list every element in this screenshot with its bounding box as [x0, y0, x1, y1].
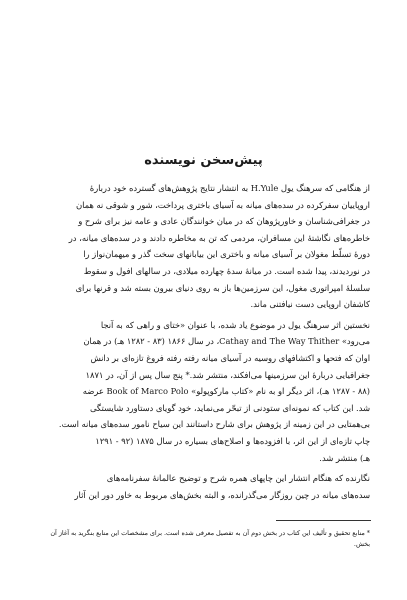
page-heading: پیش‌سخن نویسنده [144, 153, 263, 168]
text-line: دورهٔ تسلّط مغولان بر آسیای میانه و باختری این بیابانهای سخت گذر و میهمان‌نواز را [83, 249, 370, 260]
text-line: (۸۸ - ۱۲۸۷ هـ)، اثر دیگر او به نام «کتاب مارکوپولو» Book of Marco Polo عرضه [82, 386, 370, 397]
footnote: * منابع تحقیق و تألیف این کتاب در بخش دوم آن به تفصیل معرفی شده است. برای مشخصات این منابع بنگرید به آغاز آن بخش. [50, 529, 370, 548]
text-line: بی‌همتایی در این زمینه از پژوهش برای شارح داستانند این سیاح نامور سده‌های میانه است. [58, 419, 370, 430]
text-line: اوان که فتحها و اکتشافهای روسیه در آسیای میانه رفته رفته فروغ تازه‌ای بر دانش [90, 352, 370, 363]
text-line: خاطره‌های نگاشتهٔ این مسافران، مردمی که تن به مخاطره دادند و در سده‌های میانه، در [68, 232, 370, 243]
text-line: می‌رود» Cathay and The Way Thither، در سال ۱۸۶۶ (۸۳ - ۱۲۸۲ هـ) در همان [83, 336, 370, 347]
text-line: کاشفان اروپایی دست نیافتنی ماند. [250, 299, 370, 310]
paragraph-2 [36, 317, 370, 466]
text-line: نگارنده که هنگام انتشار این چاپهای همره شرح و توضیح عالمانهٔ سفرنامه‌های [106, 473, 370, 484]
text-line: شد. این کتاب که نمونه‌ای ستودنی از تبحّر می‌نماید، خود گویای دستاورد شایستگی [90, 402, 370, 413]
text-line: از هنگامی که سرهنگ یول H.Yule به انتشار نتایج پژوهش‌های گسترده خود دربارهٔ [89, 183, 370, 193]
text-line: نخستین اثر سرهنگ یول در موضوع یاد شده، با عنوان «ختای و راهی که به آنجا [100, 319, 370, 330]
paragraph-3 [36, 470, 370, 503]
text-line: اروپاییان سفرکرده در سده‌های میانه به آسیای باختری پرداخت، شور و شوقی نه همان [75, 199, 370, 210]
text-line: سلسلهٔ امپراتوری مغول، این سرزمین‌ها باز به روی دنیای بیرون بسته شد و قرنها برای [75, 282, 370, 293]
text-line: جغرافیایی دربارهٔ این سرزمینها می‌افکند، منتشر شد.* پنج سال پس از آن، در ۱۸۷۱ [85, 369, 370, 380]
text-line: در نوردیدند، پیدا شده است. در میانهٔ سدهٔ چهارده میلادی، در سالهای افول و سقوط [83, 265, 370, 276]
text-line: هـ) منتشر شد. [319, 452, 370, 463]
text-line: در جغرافی‌شناسان و خاورپژوهان که در میان خوانندگان عادی و عامه نیز برای شرح و [78, 216, 370, 227]
text-line: سده‌های میانه در چین روزگار می‌گذرانده، و البته بخش‌های مربوط به خاور دور این آثار [74, 489, 370, 500]
body-text [36, 180, 370, 507]
footnote-divider [276, 520, 371, 521]
text-line: چاپ تازه‌ای از این اثر، با افزوده‌ها و اصلاح‌های بسیاره در سال ۱۸۷۵ (۹۲ - ۱۲۹۱ [95, 435, 370, 446]
paragraph-1 [36, 180, 370, 313]
